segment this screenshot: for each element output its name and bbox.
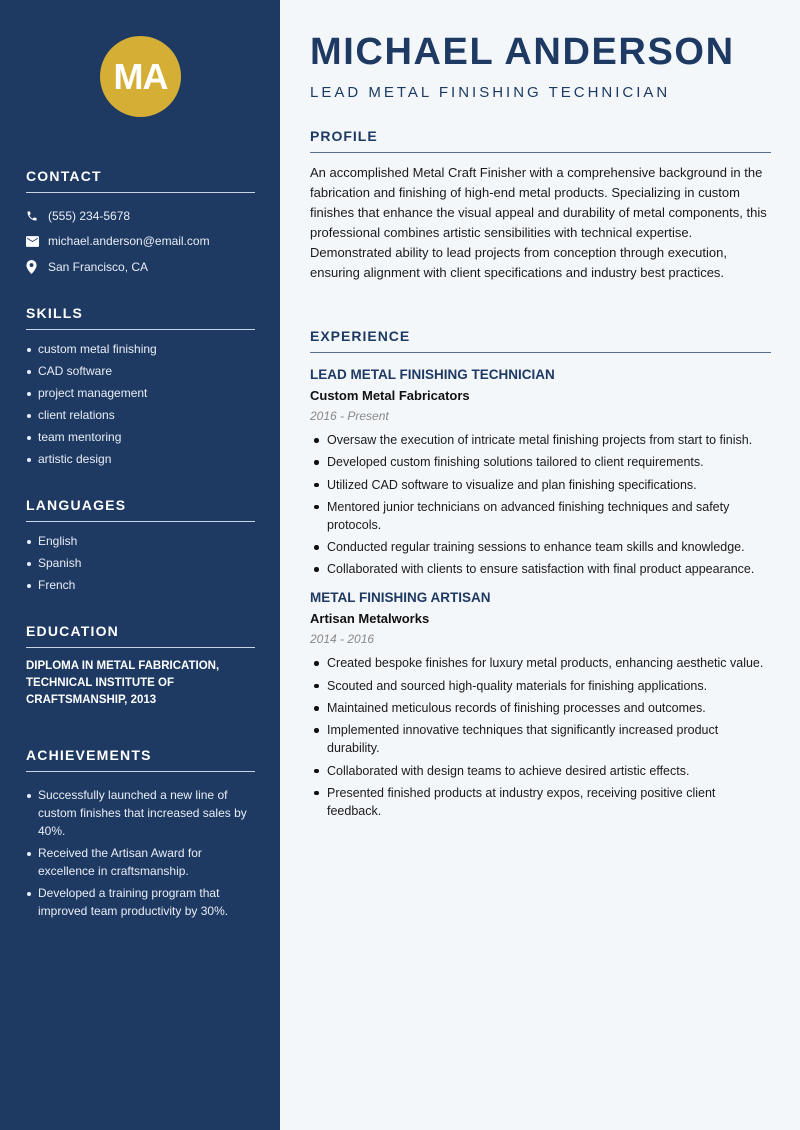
profile-heading: PROFILE (310, 128, 771, 153)
language-item: Spanish (26, 554, 255, 572)
language-item: French (26, 576, 255, 594)
contact-heading: CONTACT (26, 168, 255, 193)
achievements-heading: ACHIEVEMENTS (26, 747, 255, 772)
contact-email (26, 229, 255, 255)
phone-text: (555) 234-5678 (48, 208, 131, 223)
education-text: DIPLOMA IN METAL FABRICATION, TECHNICAL INSTITUTE OF CRAFTSMANSHIP, 2013 (26, 660, 220, 706)
avatar: MA (100, 36, 181, 117)
job-bullet: Collaborated with clients to ensure satisfaction with final product appearance. (310, 560, 771, 578)
job-entry (310, 590, 771, 819)
skill-item: artistic design (26, 450, 255, 468)
job-dates: 2014 - 2016 (310, 632, 375, 647)
job-bullet: Implemented innovative techniques that significantly increased product durability. (310, 721, 771, 757)
achievement-item: Successfully launched a new line of custom finishes that increased sales by 40%. (26, 786, 255, 840)
skill-item: team mentoring (26, 428, 255, 446)
job-bullet: Utilized CAD software to visualize and plan finishing specifications. (310, 476, 771, 494)
job-dates: 2016 - Present (310, 409, 389, 423)
company-name: Custom Metal Fabricators (310, 388, 470, 403)
skills-section (26, 305, 255, 472)
profile-section (310, 128, 771, 283)
sidebar (0, 0, 280, 1130)
job-entry (310, 367, 771, 578)
language-item: English (26, 532, 255, 550)
job-bullet: Oversaw the execution of intricate metal finishing projects from start to finish. (310, 431, 771, 449)
job-title-entry: METAL FINISHING ARTISAN (310, 590, 491, 606)
contact-section (26, 168, 255, 280)
skill-item: client relations (26, 406, 255, 424)
job-title-entry: LEAD METAL FINISHING TECHNICIAN (310, 367, 555, 382)
job-bullet: Maintained meticulous records of finishing processes and outcomes. (310, 699, 771, 717)
full-name: MICHAEL ANDERSON (310, 31, 735, 73)
company-name: Artisan Metalworks (310, 611, 430, 627)
skill-item: custom metal finishing (26, 340, 255, 358)
job-bullet: Mentored junior technicians on advanced finishing techniques and safety protocols. (310, 498, 771, 534)
achievement-item: Received the Artisan Award for excellence in craftsmanship. (26, 844, 255, 880)
phone-icon (26, 210, 48, 222)
languages-heading: LANGUAGES (26, 497, 255, 522)
job-bullet: Scouted and sourced high-quality materials for finishing applications. (310, 677, 771, 695)
profile-text: An accomplished Metal Craft Finisher with a comprehensive background in the fabrication and finishing of high-end metal products. Specializing in custom finishes that enhance the visual appeal and durability of metal components, this professional combines artistic sensibilities with technical expertise. Demonstrated ability to lead projects from conception through execution, ensuring alignment with client specifications and industry best practices. (310, 165, 767, 280)
job-bullet: Developed custom finishing solutions tailored to client requirements. (310, 453, 771, 471)
achievement-item: Developed a training program that improved team productivity by 30%. (26, 884, 255, 920)
job-bullet: Collaborated with design teams to achieve desired artistic effects. (310, 762, 771, 780)
skill-item: CAD software (26, 362, 255, 380)
job-bullet: Conducted regular training sessions to enhance team skills and knowledge. (310, 538, 771, 556)
location-pin-icon (26, 260, 48, 274)
job-bullet: Created bespoke finishes for luxury metal products, enhancing aesthetic value. (310, 654, 771, 672)
email-icon (26, 236, 48, 247)
education-section (26, 623, 255, 709)
experience-section (310, 328, 771, 824)
achievements-section (26, 747, 255, 924)
email-link[interactable]: michael.anderson@email.com (48, 234, 210, 249)
languages-section (26, 497, 255, 598)
contact-location (26, 254, 255, 280)
experience-heading: EXPERIENCE (310, 328, 771, 353)
education-heading: EDUCATION (26, 623, 255, 648)
location-text: San Francisco, CA (48, 259, 149, 274)
contact-phone (26, 203, 255, 229)
job-title: LEAD METAL FINISHING TECHNICIAN (310, 84, 671, 101)
job-bullet: Presented finished products at industry expos, receiving positive client feedback. (310, 784, 771, 820)
skills-heading: SKILLS (26, 305, 255, 330)
skill-item: project management (26, 384, 255, 402)
